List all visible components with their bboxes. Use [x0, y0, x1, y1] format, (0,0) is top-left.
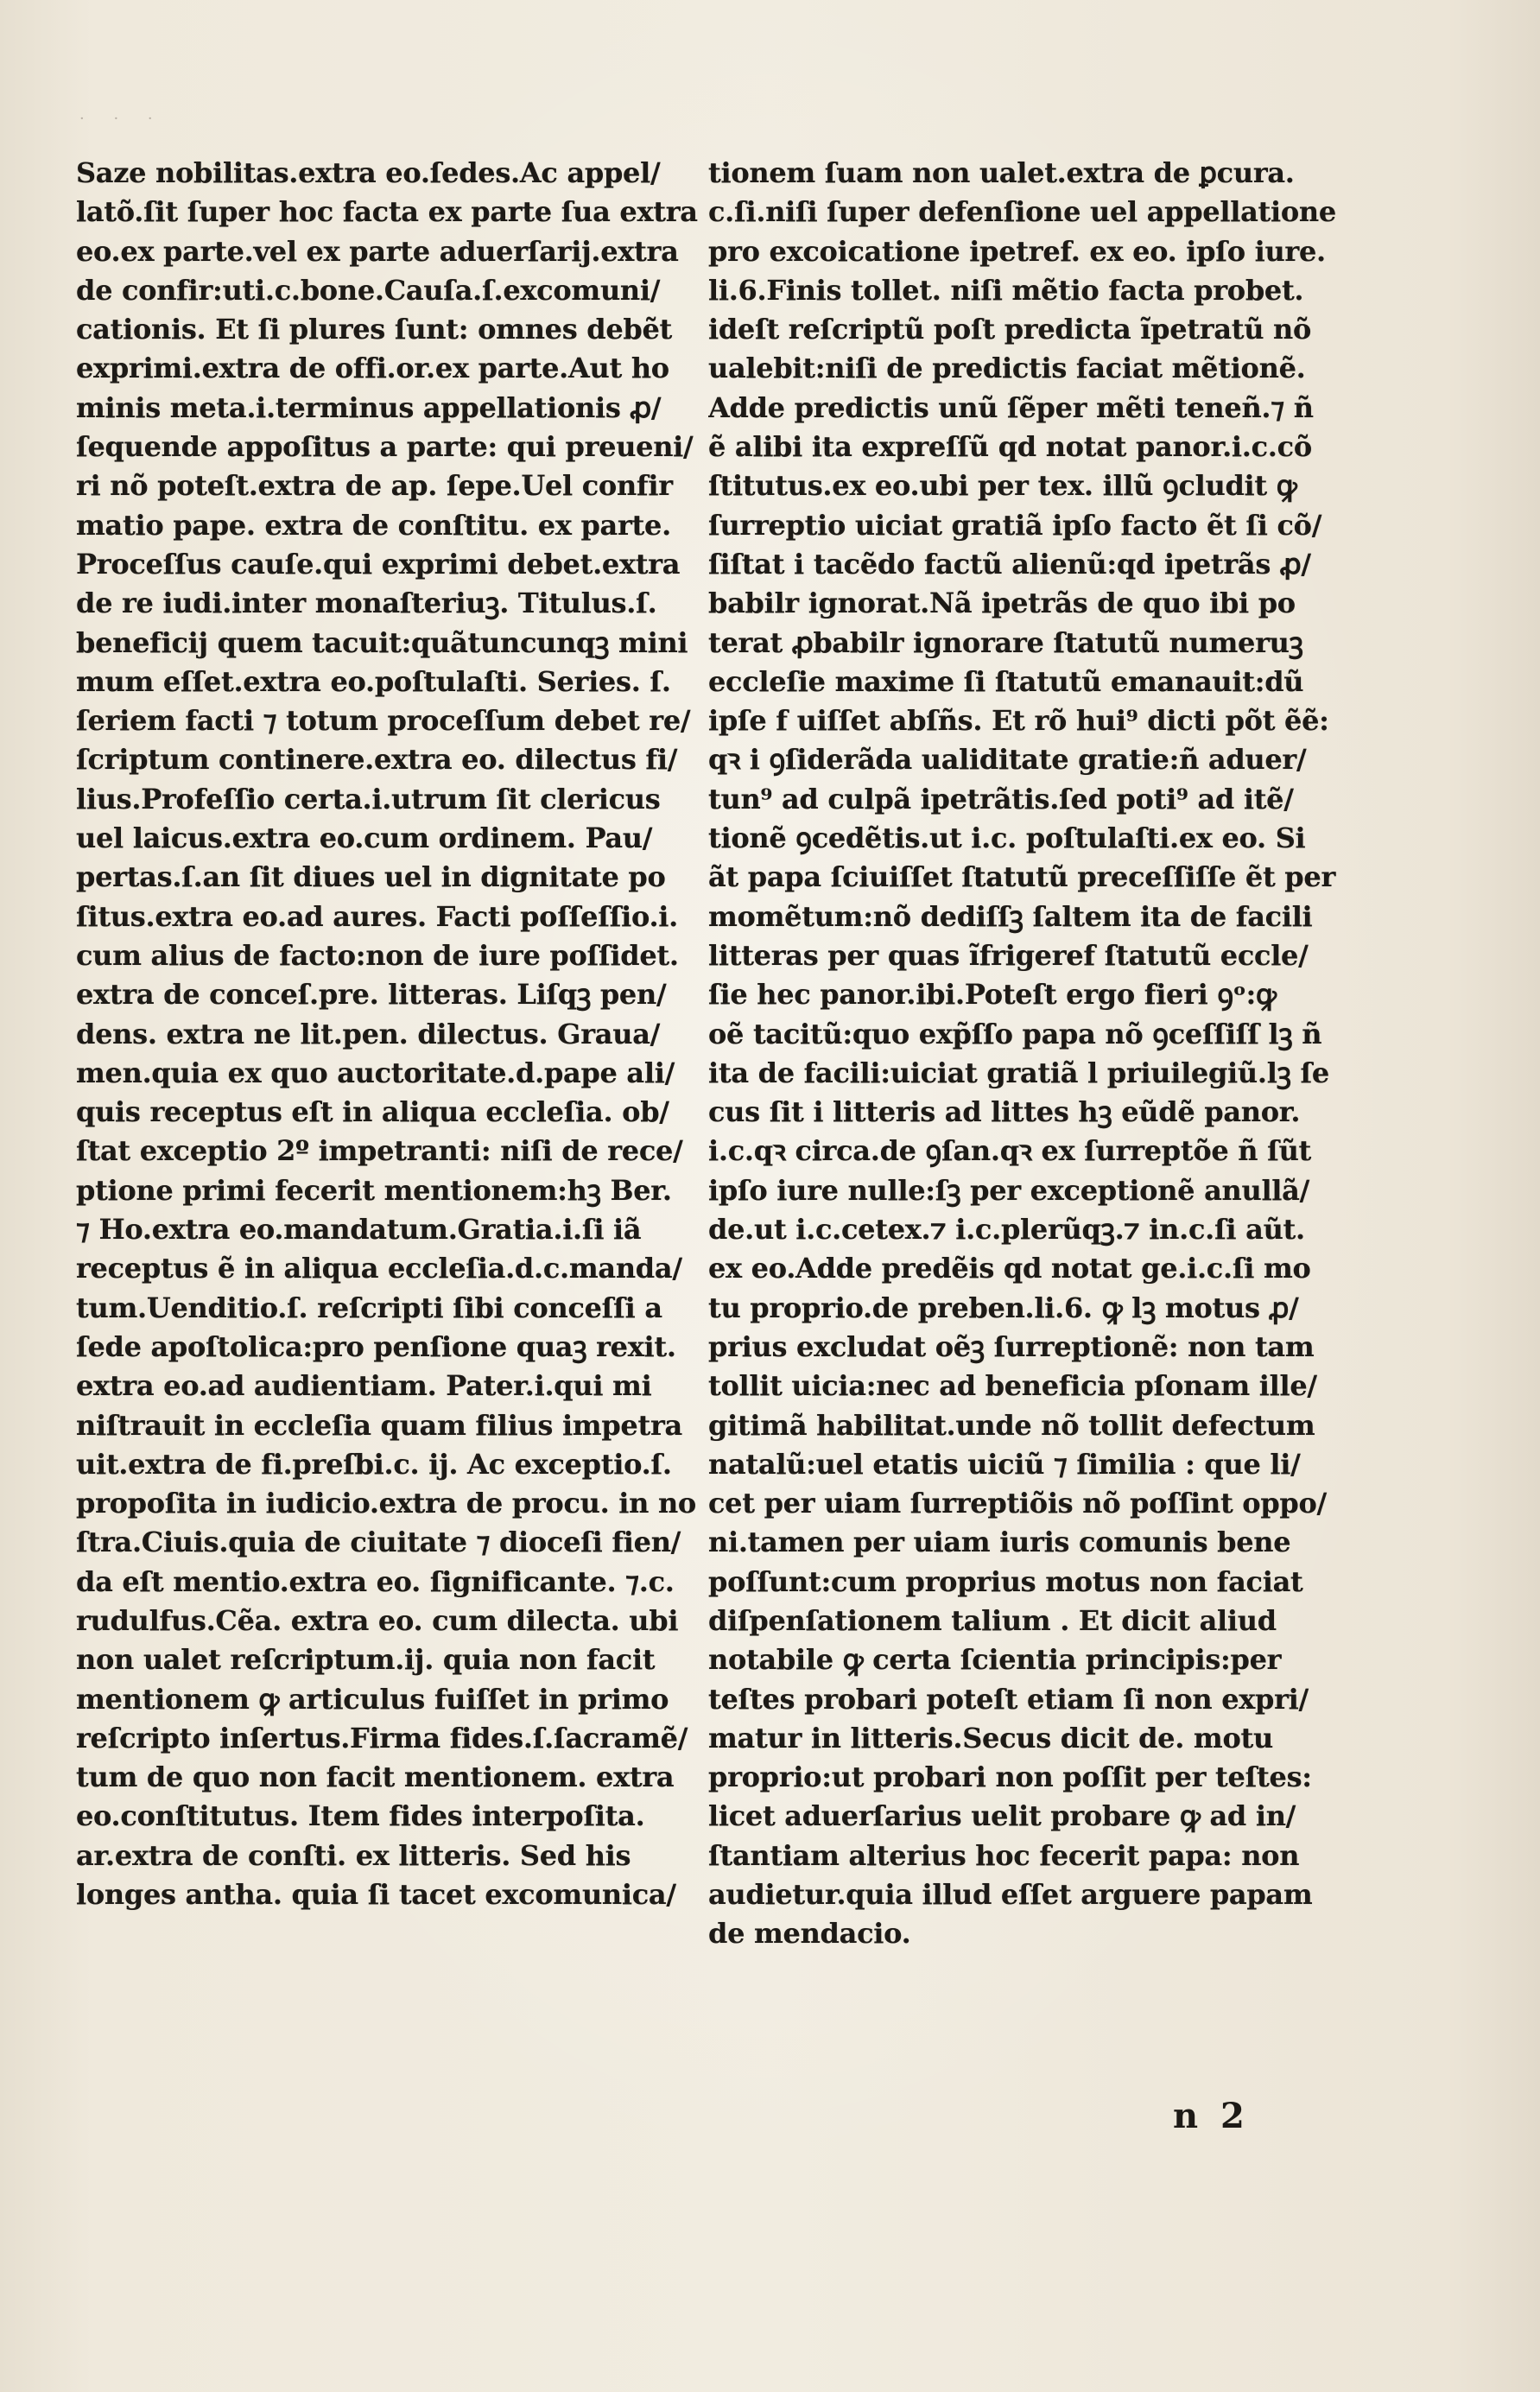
text-line: cum alius de facto:non de iure poſſidet. [76, 938, 679, 972]
text-line: propoſita in iudicio.extra de procu. in no [76, 1487, 696, 1520]
text-line: pro excoicatione ipetref. ex eo. ipſo iure. [708, 234, 1326, 268]
text-line: uel laicus.extra eo.cum ordinem. Pau/ [76, 822, 653, 855]
text-line: notabile ꝙ certa ſcientia principis:per [708, 1643, 1282, 1677]
text-line: ſtra.Ciuis.quia de ciuitate ⁊ dioceſi fien/ [76, 1526, 681, 1559]
text-line: audietur.quia illud eſſet arguere papam [708, 1878, 1313, 1912]
text-line: Adde predictis unũ ſẽper mẽti teneñ.⁊ ñ [708, 390, 1314, 424]
text-line: gitimã habilitat.unde nõ tollit defectum [708, 1408, 1315, 1442]
text-line: de re iudi.inter monaſteriuꝫ. Titulus.ſ. [76, 587, 657, 620]
text-line: eccleſie maxime ſi ſtatutũ emanauit:dũ [708, 664, 1304, 698]
margin-specks: · · · [79, 110, 165, 128]
text-line: mentionem ꝙ articulus fuiſſet in primo [76, 1682, 669, 1716]
text-line: ptione primi fecerit mentionem:hꝫ Ber. [76, 1173, 672, 1207]
text-line: da eſt mentio.extra eo. ſignificante. ⁊.c. [76, 1564, 675, 1598]
text-line: ſequende appoſitus a parte: qui preueni/ [76, 430, 694, 464]
text-line: li.6.Finis tollet. niſi mẽtio facta probet. [708, 273, 1304, 307]
text-line: ſtitutus.ex eo.ubi per tex. illũ ꝯcludit ꝙ [708, 469, 1297, 503]
text-line: extra de conceſ.pre. litteras. Liſqꝫ pen/ [76, 978, 667, 1012]
text-line: receptus ẽ in aliqua eccleſia.d.c.manda/ [76, 1252, 682, 1285]
text-line: ſede apoſtolica:pro penſione quaꝫ rexit. [76, 1329, 676, 1363]
text-line: teſtes probari poteſt etiam ſi non expri/ [708, 1682, 1309, 1716]
text-line: cus ſit i litteris ad littes hꝫ eũdẽ panor. [708, 1095, 1301, 1129]
text-line: ãt papa ſciuiſſet ſtatutũ preceſſiſſe ẽt per [708, 860, 1336, 894]
text-line: natalũ:uel etatis uiciũ ⁊ ſimilia : que li/ [708, 1447, 1301, 1481]
text-line: rudulfus.Cẽa. extra eo. cum dilecta. ubi [76, 1603, 679, 1637]
text-line: qꝛ i ꝯſiderãda ualiditate gratie:ñ aduer/ [708, 743, 1307, 777]
text-line: ſurreptio uiciat gratiã ipſo facto ẽt ſi cõ/ [708, 508, 1322, 542]
text-line: ſeriem facti ⁊ totum proceſſum debet re/ [76, 704, 691, 738]
text-line: Proceſſus cauſe.qui exprimi debet.extra [76, 547, 681, 581]
text-line: mum eſſet.extra eo.poſtulaſti. Series. ſ. [76, 664, 671, 698]
text-line: ſiſtat i tacẽdo factũ alienũ:qd ipetrãs ꝓ/ [708, 547, 1311, 581]
text-line: ualebit:niſi de predictis faciat mẽtionẽ. [708, 352, 1306, 385]
text-line: dens. extra ne lit.pen. dilectus. Graua/ [76, 1017, 661, 1050]
text-line: pertas.ſ.an ſit diues uel in dignitate po [76, 860, 666, 894]
text-line: exprimi.extra de offi.or.ex parte.Aut ho [76, 352, 669, 385]
text-line: longes antha. quia ſi tacet excomunica/ [76, 1878, 676, 1912]
text-line: tu proprio.de preben.li.6. ꝙ lꝫ motus ꝓ/ [708, 1291, 1299, 1324]
text-line: tionem ſuam non ualet.extra de ꝑcura. [708, 156, 1295, 189]
text-line: minis meta.i.terminus appellationis ꝓ/ [76, 390, 662, 424]
text-line: uit.extra de fi.preſbi.c. ij. Ac exceptio.ſ. [76, 1447, 672, 1481]
text-line: diſpenſationem talium . Et dicit aliud [708, 1603, 1277, 1637]
text-line: ſtantiam alterius hoc fecerit papa: non [708, 1838, 1300, 1872]
text-line: c.ſi.niſi ſuper defenſione uel appellatione [708, 195, 1336, 229]
text-line: ni.tamen per uiam iuris comunis bene [708, 1526, 1291, 1559]
text-line: ſcriptum continere.extra eo. dilectus fi/ [76, 743, 678, 777]
text-line: ita de facili:uiciat gratiã l priuilegiũ.lꝫ ſe [708, 1056, 1329, 1089]
text-line: matur in litteris.Secus dicit de. motu [708, 1721, 1273, 1754]
text-line: terat ꝓbabilr ignorare ſtatutũ numeruꝫ [708, 625, 1303, 659]
text-line: quis receptus eſt in aliqua eccleſia. ob/ [76, 1095, 669, 1129]
text-line: ẽ alibi ita expreſſũ qd notat panor.i.c.cõ [708, 430, 1312, 464]
text-line: i.c.qꝛ circa.de ꝯſan.qꝛ ex ſurreptõe ñ ſũt [708, 1134, 1312, 1168]
text-line: matio pape. extra de conſtitu. ex parte. [76, 508, 671, 542]
text-line: ri nõ poteſt.extra de ap. ſepe.Uel confir [76, 469, 673, 503]
text-line: eo.ex parte.vel ex parte aduerſarij.extra [76, 234, 679, 268]
text-line: tun⁹ ad culpã ipetrãtis.ſed poti⁹ ad itẽ/ [708, 782, 1294, 815]
text-line: tionẽ ꝯcedẽtis.ut i.c. poſtulaſti.ex eo. Si [708, 822, 1306, 855]
text-line: ſitus.extra eo.ad aures. Facti poſſeſſio.i. [76, 899, 679, 933]
text-line: reſcripto inſertus.Firma fides.ſ.ſacramẽ/ [76, 1721, 688, 1754]
text-line: proprio:ut probari non poſſit per teſtes: [708, 1761, 1312, 1794]
text-line: ipſe f uiſſet abſñs. Et rõ hui⁹ dicti põt ẽẽ: [708, 704, 1329, 738]
text-line: men.quia ex quo auctoritate.d.pape ali/ [76, 1056, 675, 1089]
text-line: ar.extra de conſti. ex litteris. Sed his [76, 1838, 631, 1872]
text-line: de mendacio. [708, 1917, 911, 1951]
text-line: tum de quo non facit mentionem. extra [76, 1761, 675, 1794]
text-line: babilr ignorat.Nã ipetrãs de quo ibi po [708, 587, 1296, 620]
text-line: eo.conſtitutus. Item fides interpoſita. [76, 1799, 645, 1833]
text-line: prius excludat oẽꝫ ſurreptionẽ: non tam [708, 1329, 1315, 1363]
text-line: ipſo iure nulle:ſꝫ per exceptionẽ anullã/ [708, 1173, 1309, 1207]
right-text-column [708, 154, 1365, 1954]
text-line: licet aduerſarius uelit probare ꝙ ad in/ [708, 1799, 1296, 1833]
text-line: extra eo.ad audientiam. Pater.i.qui mi [76, 1369, 652, 1403]
text-line: tum.Uenditio.ſ. reſcripti ſibi conceſſi a [76, 1291, 662, 1324]
text-line: de.ut i.c.cetex.⁊ i.c.plerũqꝫ.⁊ in.c.ſi aũt. [708, 1213, 1305, 1247]
text-line: tollit uicia:nec ad beneficia pſonam ille/ [708, 1369, 1317, 1403]
text-line: ſie hec panor.ibi.Poteſt ergo fieri ꝯᵒ:ꝙ [708, 978, 1277, 1012]
text-line: momẽtum:nõ dediſſꝫ ſaltem ita de facili [708, 899, 1313, 933]
text-line: poſſunt:cum proprius motus non faciat [708, 1564, 1303, 1598]
text-line: ex eo.Adde predẽis qd notat ge.i.c.ſi mo [708, 1252, 1311, 1285]
text-line: latõ.ſit ſuper hoc facta ex parte ſua extra [76, 195, 698, 229]
text-line: niſtrauit in eccleſia quam filius impetra [76, 1408, 682, 1442]
text-line: Saze nobilitas.extra eo.ſedes.Ac appel/ [76, 156, 661, 189]
text-line: litteras per quas ĩfrigeref ſtatutũ eccle/ [708, 938, 1309, 972]
text-line: ideſt reſcriptũ poſt predicta ĩpetratũ nõ [708, 313, 1312, 346]
text-line: oẽ tacitũ:quo exp̃ſſo papa nõ ꝯceſſiſſ lꝫ ñ [708, 1017, 1322, 1050]
text-line: cet per uiam ſurreptiõis nõ poſſint oppo/ [708, 1487, 1327, 1520]
left-text-column [76, 154, 698, 1914]
signature-mark: n 2 [1173, 2096, 1250, 2136]
text-line: ſtat exceptio 2º impetranti: niſi de rece/ [76, 1134, 683, 1168]
text-line: de confir:uti.c.bone.Cauſa.ſ.excomuni/ [76, 273, 661, 307]
text-line: beneficij quem tacuit:quãtuncunqꝫ mini [76, 625, 688, 659]
text-line: non ualet reſcriptum.ij. quia non facit [76, 1643, 656, 1677]
text-line: ⁊ Ho.extra eo.mandatum.Gratia.i.ſi iã [76, 1213, 642, 1247]
text-line: cationis. Et ſi plures ſunt: omnes debẽt [76, 313, 673, 346]
text-line: lius.Profeſſio certa.i.utrum ſit clericus [76, 782, 661, 815]
